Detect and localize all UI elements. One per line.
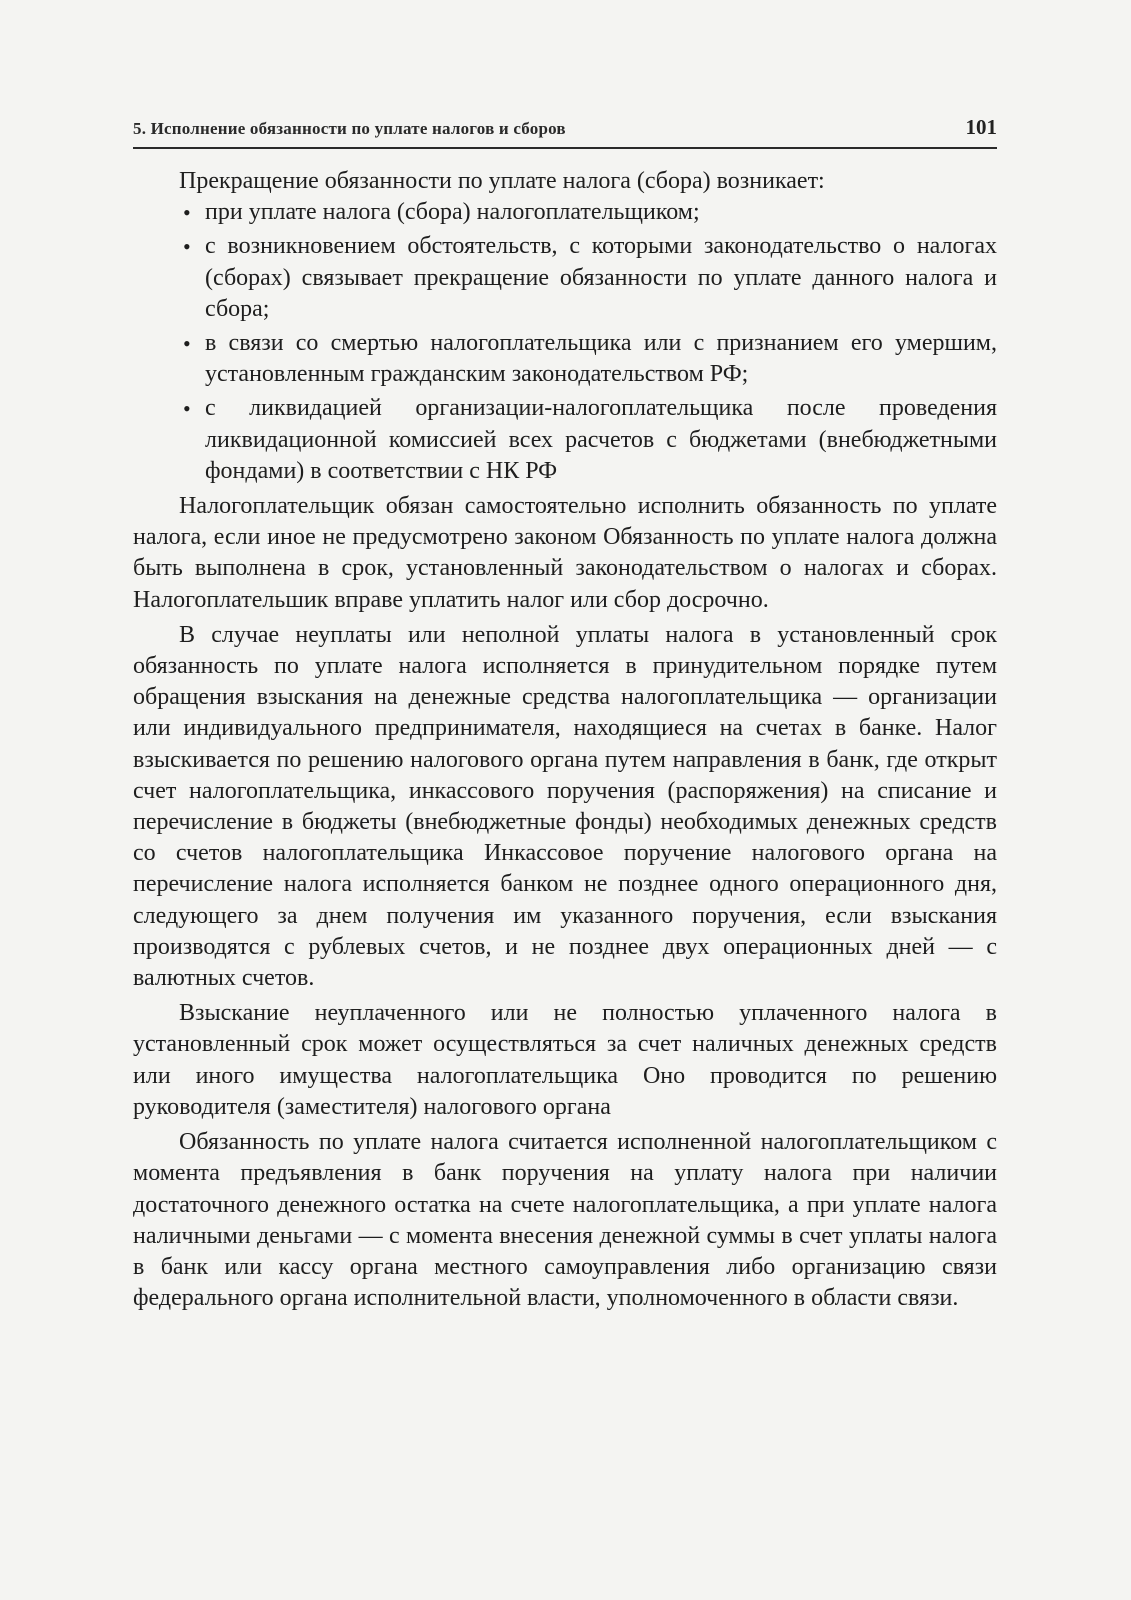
lead-sentence: Прекращение обязанности по уплате налога (сбора) возникает: <box>179 168 825 194</box>
bullet-icon: • <box>183 234 191 260</box>
paragraph: Обязанность по уплате налога считается исполненной налогоплательщиком с момента предъявления в банк поручения на уплату налога при наличии достаточного денежного остатка на счете налогоплательщика, а при уплате налога наличными деньгами — с момента внесения денежной суммы в счет уплаты налога в банк или кассу органа местного самоуправления либо организацию связи федерального органа исполнительной власти, уполномоченного в области связи. <box>133 1129 997 1312</box>
list-item <box>133 197 997 228</box>
page-number: 101 <box>965 115 997 139</box>
list-item-text: с ликвидацией организации-налогоплательщика после проведения ликвидационной комиссией всех расчетов с бюджетами (внебюджетными фондами) в соответствии с НК РФ <box>205 395 997 484</box>
bullet-icon: • <box>183 200 191 226</box>
bullet-icon: • <box>183 396 191 422</box>
list-item <box>133 328 997 390</box>
bullet-icon: • <box>183 331 191 357</box>
paragraph: В случае неуплаты или неполной уплаты налога в установленный срок обязанность по уплате налога исполняется в принудительном порядке путем обращения взыскания на денежные средства налогоплательщика — организации или индивидуального предпринимателя, находящиеся на счетах в банке. Налог взыскивается по решению налогового органа путем направления в банк, где открыт счет налогоплательщика, инкассового поручения (распоряжения) на списание и перечисление в бюджеты (внебюджетные фонды) необходимых денежных средств со счетов налогоплательщика Инкассовое поручение налогового органа на перечисление налога исполняется банком не позднее одного операционного дня, следующего за днем получения им указанного поручения, если взыскания производятся с рублевых счетов, и не позднее двух операционных дней — с валютных счетов. <box>133 621 997 992</box>
list-item <box>133 393 997 487</box>
list-item-text: при уплате налога (сбора) налогоплательщиком; <box>205 199 700 226</box>
bullet-list <box>133 197 997 487</box>
paragraph: Налогоплательщик обязан самостоятельно исполнить обязанность по уплате налога, если иное не предусмотрено законом Обязанность по уплате налога должна быть выполнена в срок, установленный законодательством о налогах и сборах. Налогоплательшик вправе уплатить налог или сбор досрочно. <box>133 493 997 613</box>
paragraph: Взыскание неуплаченного или не полностью уплаченного налога в установленный срок может осуществляться за счет наличных денежных средств или иного имущества налогоплательщика Оно проводится по решению руководителя (заместителя) налогового органа <box>133 1000 997 1120</box>
list-item-text: в связи со смертью налогоплательщика или с признанием его умершим, установленным гражданским законодательством РФ; <box>205 330 997 388</box>
page-body <box>133 166 997 1314</box>
chapter-title: 5. Исполнение обязанности по уплате налогов и сборов <box>133 119 566 138</box>
list-item-text: с возникновением обстоятельств, с которыми законодательство о налогах (сборах) связывает прекращение обязанности по уплате данного налога и сбора; <box>205 233 997 322</box>
running-header <box>133 113 997 149</box>
list-item <box>133 231 997 325</box>
